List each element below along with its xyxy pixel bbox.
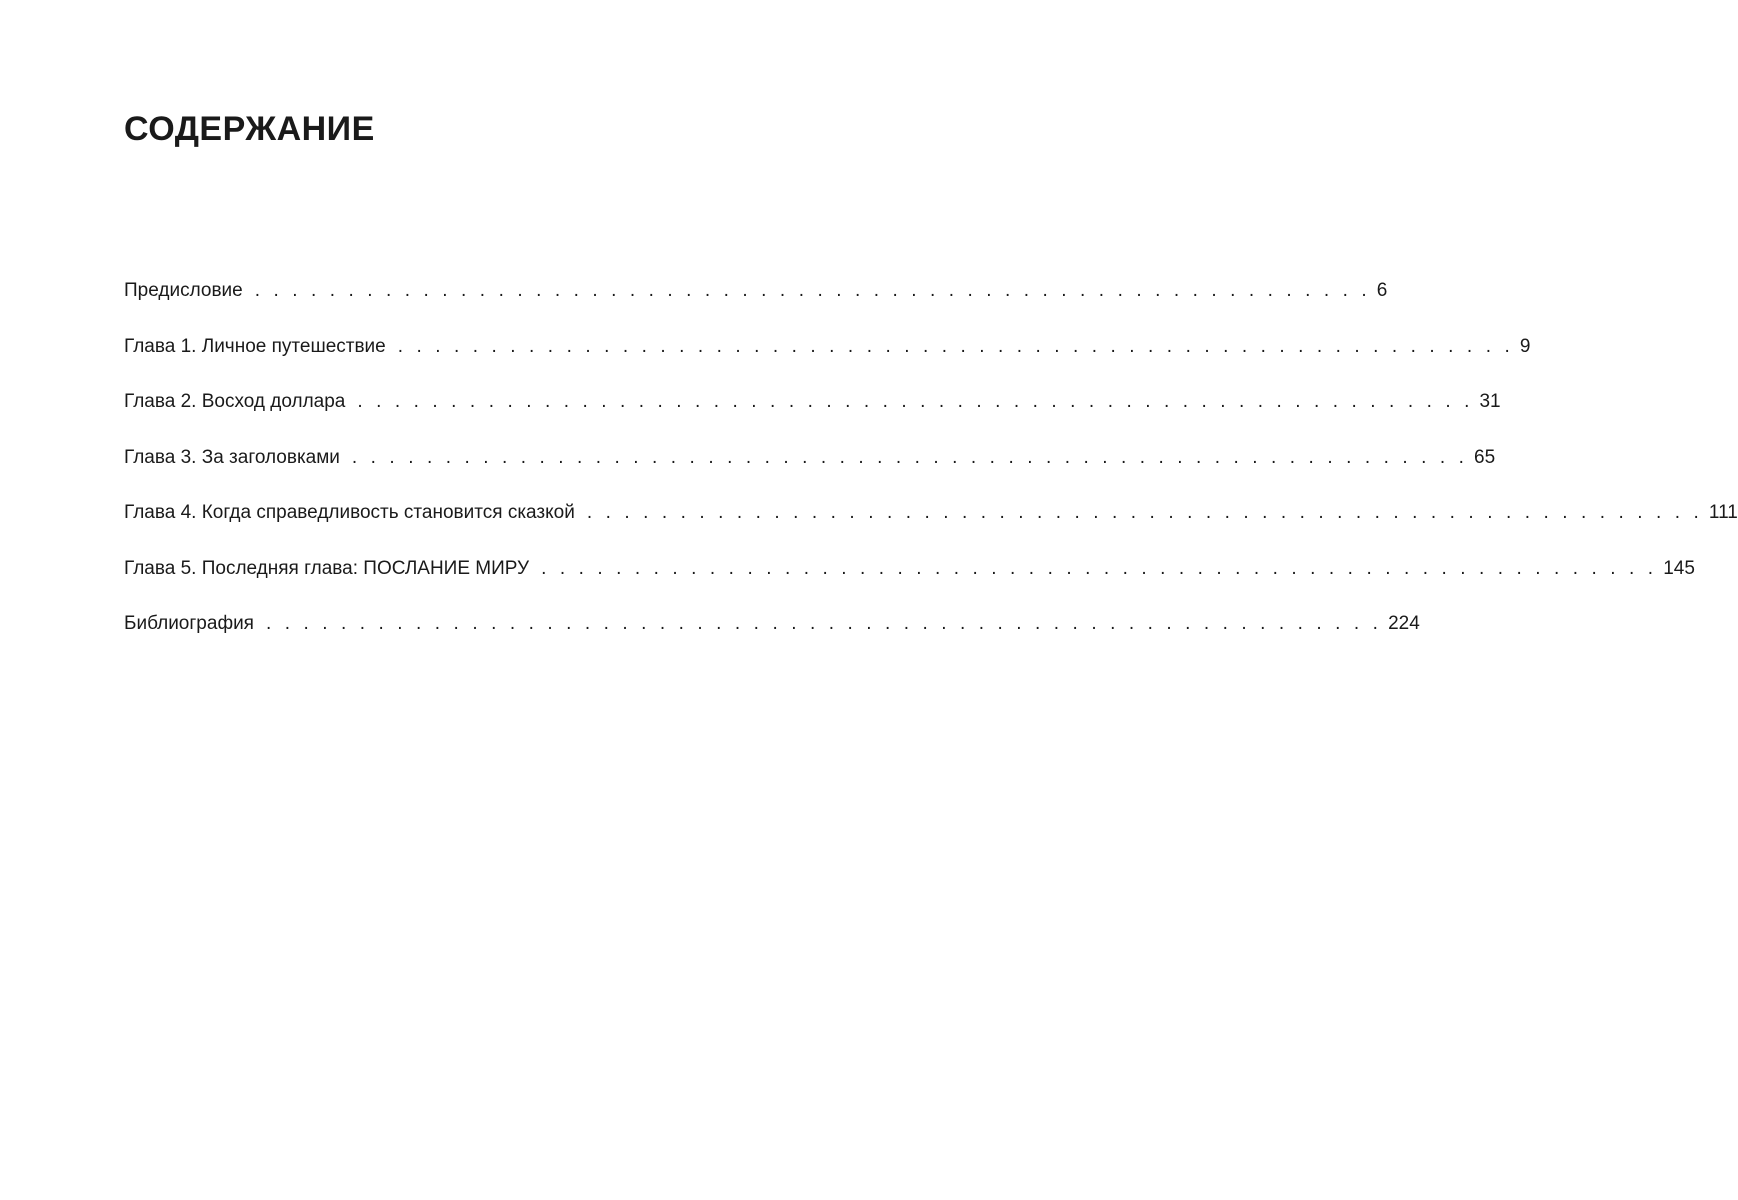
toc-entry-label: Глава 1. Личное путешествие (124, 335, 386, 357)
toc-entry-label: Глава 2. Восход доллара (124, 391, 346, 412)
toc-entry-page-number: 111 (1708, 502, 1738, 523)
toc-entry-label: Глава 4. Когда справедливость становится сказкой (124, 502, 575, 523)
table-of-contents (124, 278, 1738, 667)
toc-entry-label: Библиография (124, 613, 254, 634)
toc-entry-page-number: 9 (1519, 335, 1531, 357)
toc-dot-leader: . . . . . . . . . . . . . . . . . . . . . . . . . . . . . . . . . . . . . . . . . . . . . . . . . . . . . . . . . . . . (586, 502, 1703, 523)
toc-entry-bibliography (124, 611, 1420, 667)
page-title: СОДЕРЖАНИЕ (124, 110, 375, 148)
toc-entry-page-number: 31 (1479, 391, 1501, 412)
toc-entry-page-number: 6 (1376, 280, 1388, 301)
toc-entry-page-number: 224 (1388, 613, 1420, 634)
toc-entry-chapter-4 (124, 500, 1738, 556)
toc-entry-chapter-3 (124, 445, 1496, 501)
toc-entry-page-number: 65 (1474, 446, 1496, 468)
toc-entry-label: Предисловие (124, 280, 243, 301)
toc-entry-preface (124, 278, 1388, 334)
toc-dot-leader: . . . . . . . . . . . . . . . . . . . . . . . . . . . . . . . . . . . . . . . . . . . . . . . . . . . . . . . . . . . . (265, 613, 1383, 634)
toc-entry-page-number: 145 (1663, 557, 1695, 579)
toc-dot-leader: . . . . . . . . . . . . . . . . . . . . . . . . . . . . . . . . . . . . . . . . . . . . . . . . . . . . . . . . . . . . (351, 446, 1468, 468)
toc-entry-label: Глава 3. За заголовками (124, 446, 340, 468)
toc-dot-leader: . . . . . . . . . . . . . . . . . . . . . . . . . . . . . . . . . . . . . . . . . . . . . . . . . . . . . . . . . . . . (357, 391, 1474, 412)
toc-dot-leader: . . . . . . . . . . . . . . . . . . . . . . . . . . . . . . . . . . . . . . . . . . . . . . . . . . . . . . . . . . . . (254, 280, 1371, 301)
toc-entry-chapter-5 (124, 556, 1695, 612)
toc-dot-leader: . . . . . . . . . . . . . . . . . . . . . . . . . . . . . . . . . . . . . . . . . . . . . . . . . . . . . . . . . . . . (541, 557, 1658, 579)
toc-entry-chapter-1 (124, 334, 1531, 390)
toc-entry-label: Глава 5. Последняя глава: ПОСЛАНИЕ МИРУ (124, 557, 530, 579)
toc-dot-leader: . . . . . . . . . . . . . . . . . . . . . . . . . . . . . . . . . . . . . . . . . . . . . . . . . . . . . . . . . . . . (397, 335, 1514, 357)
toc-entry-chapter-2 (124, 389, 1501, 445)
